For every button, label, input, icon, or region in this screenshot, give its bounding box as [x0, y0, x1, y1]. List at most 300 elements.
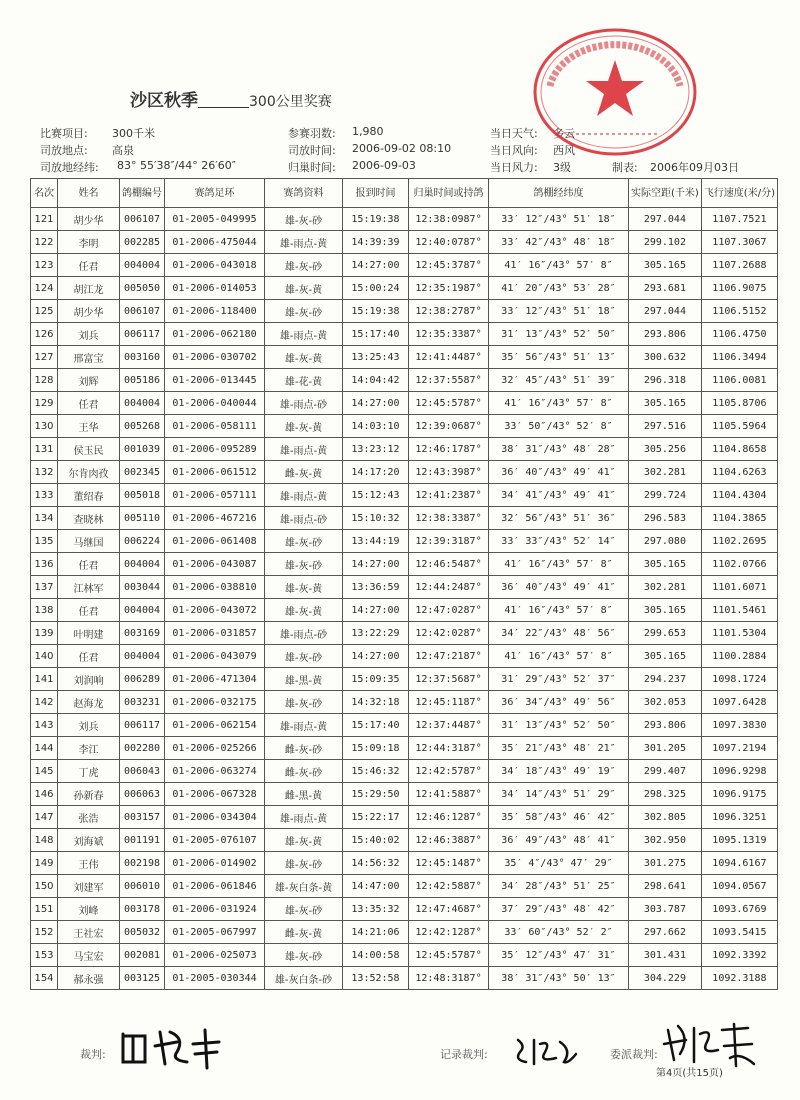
return-time-label: 归巢时间: — [288, 161, 336, 174]
star-seal-icon — [530, 26, 700, 158]
distance-cell: 300.632 — [629, 346, 702, 369]
return-time-cell: 12:41:4487° — [409, 346, 489, 369]
arrival-time-cell: 14:03:10 — [343, 415, 409, 438]
name-cell: 郝永强 — [58, 967, 120, 990]
name-cell: 任君 — [58, 392, 120, 415]
return-time-cell: 12:38:0987° — [409, 208, 489, 231]
pigeon-info-cell: 雄-灰-黄 — [265, 415, 343, 438]
name-cell: 任君 — [58, 645, 120, 668]
table-row — [31, 645, 778, 668]
pigeon-info-cell: 雄-灰-砂 — [265, 852, 343, 875]
speed-cell: 1102.0766 — [701, 553, 777, 576]
rank-cell: 143 — [31, 714, 58, 737]
table-row — [31, 461, 778, 484]
distance-cell: 299.724 — [629, 484, 702, 507]
name-cell: 侯玉民 — [58, 438, 120, 461]
distance-cell: 304.229 — [629, 967, 702, 990]
arrival-time-cell: 14:00:58 — [343, 944, 409, 967]
coordinates-cell: 34′ 28″/43° 51′ 25″ — [489, 875, 629, 898]
ring-number-cell: 01-2006-063274 — [165, 760, 265, 783]
pigeon-info-cell: 雄-灰-砂 — [265, 944, 343, 967]
column-header: 实际空距(千米) — [629, 179, 702, 208]
arrival-time-cell: 15:17:40 — [343, 714, 409, 737]
table-row — [31, 921, 778, 944]
table-body — [31, 208, 778, 990]
release-time-value: 2006-09-02 08:10 — [352, 142, 452, 155]
ring-number-cell: 01-2006-471304 — [165, 668, 265, 691]
arrival-time-cell: 14:21:06 — [343, 921, 409, 944]
speed-cell: 1094.6167 — [701, 852, 777, 875]
ring-number-cell: 01-2006-061408 — [165, 530, 265, 553]
speed-cell: 1101.6071 — [701, 576, 777, 599]
speed-cell: 1096.3251 — [701, 806, 777, 829]
return-time-cell: 12:37:5687° — [409, 668, 489, 691]
loft-id-cell: 003178 — [120, 898, 165, 921]
wind-dir-label: 当日风向: — [490, 144, 538, 157]
arrival-time-cell: 14:27:00 — [343, 553, 409, 576]
arrival-time-cell: 15:12:43 — [343, 484, 409, 507]
ring-number-cell: 01-2006-043072 — [165, 599, 265, 622]
wind-force-label: 当日风力: — [490, 161, 538, 174]
title-sub: 300公里奖赛 — [249, 94, 332, 110]
arrival-time-cell: 13:35:32 — [343, 898, 409, 921]
name-cell: 刘峰 — [58, 898, 120, 921]
coordinates-cell: 32′ 56″/43° 51′ 36″ — [489, 507, 629, 530]
rank-cell: 154 — [31, 967, 58, 990]
release-place-label: 司放地点: — [40, 144, 88, 157]
name-cell: 董绍春 — [58, 484, 120, 507]
distance-cell: 299.653 — [629, 622, 702, 645]
ring-number-cell: 01-2006-043079 — [165, 645, 265, 668]
distance-cell: 301.275 — [629, 852, 702, 875]
loft-id-cell: 003044 — [120, 576, 165, 599]
arrival-time-cell: 15:17:40 — [343, 323, 409, 346]
name-cell: 丁虎 — [58, 760, 120, 783]
speed-cell: 1094.0567 — [701, 875, 777, 898]
speed-cell: 1107.7521 — [701, 208, 777, 231]
distance-cell: 305.165 — [629, 254, 702, 277]
pigeon-info-cell: 雄-灰-黄 — [265, 277, 343, 300]
return-time-cell: 12:47:0287° — [409, 599, 489, 622]
rank-cell: 142 — [31, 691, 58, 714]
loft-id-cell: 004004 — [120, 599, 165, 622]
table-row — [31, 806, 778, 829]
loft-id-cell: 006224 — [120, 530, 165, 553]
name-cell: 尔肯肉孜 — [58, 461, 120, 484]
table-row — [31, 829, 778, 852]
return-time-cell: 12:35:3387° — [409, 323, 489, 346]
table-row — [31, 737, 778, 760]
table-row — [31, 530, 778, 553]
speed-cell: 1106.3494 — [701, 346, 777, 369]
arrival-time-cell: 14:27:00 — [343, 645, 409, 668]
rank-cell: 137 — [31, 576, 58, 599]
page-number: 第4页(共15页) — [656, 1068, 723, 1079]
speed-cell: 1102.2695 — [701, 530, 777, 553]
pigeon-info-cell: 雌-灰-砂 — [265, 760, 343, 783]
loft-id-cell: 006117 — [120, 323, 165, 346]
rank-cell: 126 — [31, 323, 58, 346]
name-cell: 李江 — [58, 737, 120, 760]
return-time-cell: 12:47:4687° — [409, 898, 489, 921]
speed-cell: 1104.6263 — [701, 461, 777, 484]
loft-id-cell: 003169 — [120, 622, 165, 645]
column-header: 报到时间 — [343, 179, 409, 208]
print-date-label: 制表: — [612, 161, 638, 174]
column-header: 名次 — [31, 179, 58, 208]
loft-id-cell: 004004 — [120, 553, 165, 576]
pigeon-info-cell: 雄-灰-黄 — [265, 599, 343, 622]
arrival-time-cell: 15:46:32 — [343, 760, 409, 783]
pigeon-info-cell: 雄-灰-砂 — [265, 208, 343, 231]
arrival-time-cell: 14:56:32 — [343, 852, 409, 875]
speed-cell: 1092.3392 — [701, 944, 777, 967]
arrival-time-cell: 14:04:42 — [343, 369, 409, 392]
speed-cell: 1096.9175 — [701, 783, 777, 806]
ring-number-cell: 01-2006-025073 — [165, 944, 265, 967]
return-time-cell: 12:44:3187° — [409, 737, 489, 760]
distance-cell: 294.237 — [629, 668, 702, 691]
ring-number-cell: 01-2006-031924 — [165, 898, 265, 921]
distance-cell: 299.407 — [629, 760, 702, 783]
speed-cell: 1106.9075 — [701, 277, 777, 300]
ring-number-cell: 01-2006-013445 — [165, 369, 265, 392]
table-row — [31, 714, 778, 737]
name-cell: 江林军 — [58, 576, 120, 599]
distance-cell: 305.165 — [629, 553, 702, 576]
pigeon-info-cell: 雄-雨点-黄 — [265, 484, 343, 507]
reviewer-signature — [512, 1034, 582, 1068]
return-time-cell: 12:45:3787° — [409, 254, 489, 277]
release-place-value: 高泉 — [112, 144, 134, 157]
coordinates-cell: 31′ 13″/43° 52′ 50″ — [489, 323, 629, 346]
name-cell: 李明 — [58, 231, 120, 254]
distance-cell: 297.080 — [629, 530, 702, 553]
ring-number-cell: 01-2006-475044 — [165, 231, 265, 254]
rank-cell: 151 — [31, 898, 58, 921]
speed-cell: 1096.9298 — [701, 760, 777, 783]
return-time-cell: 12:46:1287° — [409, 806, 489, 829]
ring-number-cell: 01-2006-043018 — [165, 254, 265, 277]
name-cell: 马宝宏 — [58, 944, 120, 967]
table-row — [31, 208, 778, 231]
coordinates-cell: 31′ 13″/43° 52′ 50″ — [489, 714, 629, 737]
loft-id-cell: 002198 — [120, 852, 165, 875]
arrival-time-cell: 15:29:50 — [343, 783, 409, 806]
coordinates-cell: 33′ 42″/43° 48′ 18″ — [489, 231, 629, 254]
loft-id-cell: 001191 — [120, 829, 165, 852]
rank-cell: 129 — [31, 392, 58, 415]
loft-id-cell: 006010 — [120, 875, 165, 898]
loft-id-cell: 006289 — [120, 668, 165, 691]
return-time-cell: 12:39:3187° — [409, 530, 489, 553]
table-row — [31, 254, 778, 277]
speed-cell: 1097.3830 — [701, 714, 777, 737]
column-header: 飞行速度(米/分) — [701, 179, 777, 208]
loft-id-cell: 005018 — [120, 484, 165, 507]
rank-cell: 146 — [31, 783, 58, 806]
distance-cell: 302.053 — [629, 691, 702, 714]
coordinates-cell: 34′ 22″/43° 48′ 56″ — [489, 622, 629, 645]
arrival-time-cell: 15:09:18 — [343, 737, 409, 760]
arrival-time-cell: 13:36:59 — [343, 576, 409, 599]
rank-cell: 141 — [31, 668, 58, 691]
name-cell: 刘润响 — [58, 668, 120, 691]
ring-number-cell: 01-2006-043087 — [165, 553, 265, 576]
coordinates-cell: 41′ 16″/43° 57′ 8″ — [489, 553, 629, 576]
coords-label: 司放地经纬: — [40, 161, 99, 174]
table-row — [31, 277, 778, 300]
pigeon-info-cell: 雄-花-黄 — [265, 369, 343, 392]
speed-cell: 1097.2194 — [701, 737, 777, 760]
return-time-cell: 12:45:1487° — [409, 852, 489, 875]
return-time-cell: 12:47:2187° — [409, 645, 489, 668]
coordinates-cell: 32′ 45″/43° 51′ 39″ — [489, 369, 629, 392]
table-row — [31, 576, 778, 599]
title-main: 沙区秋季 — [130, 91, 198, 111]
return-time-cell: 12:42:5787° — [409, 760, 489, 783]
print-date-value: 2006年09月03日 — [650, 161, 739, 174]
speed-cell: 1107.2688 — [701, 254, 777, 277]
return-time-cell: 12:35:1987° — [409, 277, 489, 300]
coordinates-cell: 35′ 21″/43° 48′ 21″ — [489, 737, 629, 760]
pigeon-info-cell: 雄-雨点-黄 — [265, 806, 343, 829]
name-cell: 马继国 — [58, 530, 120, 553]
distance-cell: 302.805 — [629, 806, 702, 829]
ring-number-cell: 01-2006-118400 — [165, 300, 265, 323]
rank-cell: 136 — [31, 553, 58, 576]
ring-number-cell: 01-2006-030702 — [165, 346, 265, 369]
arrival-time-cell: 14:27:00 — [343, 254, 409, 277]
table-row — [31, 967, 778, 990]
loft-id-cell: 002081 — [120, 944, 165, 967]
coordinates-cell: 34′ 41″/43° 49′ 41″ — [489, 484, 629, 507]
distance-cell: 298.325 — [629, 783, 702, 806]
ring-number-cell: 01-2006-014902 — [165, 852, 265, 875]
rank-cell: 132 — [31, 461, 58, 484]
ring-number-cell: 01-2005-076107 — [165, 829, 265, 852]
rank-cell: 134 — [31, 507, 58, 530]
distance-cell: 296.318 — [629, 369, 702, 392]
table-row — [31, 760, 778, 783]
pigeon-info-cell: 雄-灰白条-黄 — [265, 875, 343, 898]
return-time-cell: 12:46:5487° — [409, 553, 489, 576]
pigeon-info-cell: 雄-灰-砂 — [265, 898, 343, 921]
table-row — [31, 553, 778, 576]
weather-label: 当日天气: — [490, 127, 538, 140]
loft-id-cell: 004004 — [120, 254, 165, 277]
pigeon-info-cell: 雄-灰-砂 — [265, 691, 343, 714]
column-header: 鸽棚经纬度 — [489, 179, 629, 208]
speed-cell: 1104.3865 — [701, 507, 777, 530]
ring-number-cell: 01-2006-095289 — [165, 438, 265, 461]
ring-number-cell: 01-2006-034304 — [165, 806, 265, 829]
rank-cell: 133 — [31, 484, 58, 507]
return-time-cell: 12:42:0287° — [409, 622, 489, 645]
loft-id-cell: 006043 — [120, 760, 165, 783]
speed-cell: 1093.5415 — [701, 921, 777, 944]
name-cell: 孙新春 — [58, 783, 120, 806]
pigeon-info-cell: 雄-灰-砂 — [265, 254, 343, 277]
coordinates-cell: 35′ 56″/43° 51′ 13″ — [489, 346, 629, 369]
speed-cell: 1104.8658 — [701, 438, 777, 461]
return-time-value: 2006-09-03 — [352, 159, 416, 172]
column-header: 赛鸽资料 — [265, 179, 343, 208]
loft-id-cell: 006107 — [120, 208, 165, 231]
pigeon-info-cell: 雄-黑-黄 — [265, 668, 343, 691]
ring-number-cell: 01-2005-049995 — [165, 208, 265, 231]
return-time-cell: 12:41:5887° — [409, 783, 489, 806]
coordinates-cell: 33′ 33″/43° 52′ 14″ — [489, 530, 629, 553]
return-time-cell: 12:46:3887° — [409, 829, 489, 852]
ring-number-cell: 01-2006-038810 — [165, 576, 265, 599]
rank-cell: 123 — [31, 254, 58, 277]
table-row — [31, 622, 778, 645]
ring-number-cell: 01-2006-057111 — [165, 484, 265, 507]
speed-cell: 1105.8706 — [701, 392, 777, 415]
event-label: 比赛项目: — [40, 127, 88, 140]
loft-id-cell: 002285 — [120, 231, 165, 254]
pigeon-info-cell: 雄-灰-黄 — [265, 576, 343, 599]
coordinates-cell: 33′ 60″/43° 52′ 2″ — [489, 921, 629, 944]
name-cell: 胡少华 — [58, 208, 120, 231]
distance-cell: 297.044 — [629, 208, 702, 231]
distance-cell: 293.681 — [629, 277, 702, 300]
rank-cell: 122 — [31, 231, 58, 254]
loft-id-cell: 004004 — [120, 392, 165, 415]
table-row — [31, 323, 778, 346]
ring-number-cell: 01-2006-031857 — [165, 622, 265, 645]
name-cell: 赵海龙 — [58, 691, 120, 714]
rank-cell: 150 — [31, 875, 58, 898]
reviewer-label: 记录裁判: — [440, 1048, 488, 1061]
return-time-cell: 12:43:3987° — [409, 461, 489, 484]
distance-cell: 297.662 — [629, 921, 702, 944]
coordinates-cell: 36′ 40″/43° 49′ 41″ — [489, 576, 629, 599]
rank-cell: 147 — [31, 806, 58, 829]
rank-cell: 128 — [31, 369, 58, 392]
name-cell: 刘海斌 — [58, 829, 120, 852]
coords-value: 83° 55′38″/44° 26′60″ — [117, 159, 236, 172]
coordinates-cell: 35′ 58″/43° 46′ 42″ — [489, 806, 629, 829]
table-row — [31, 438, 778, 461]
pigeon-info-cell: 雄-灰-砂 — [265, 300, 343, 323]
distance-cell: 305.165 — [629, 599, 702, 622]
table-row — [31, 392, 778, 415]
ring-number-cell: 01-2006-040044 — [165, 392, 265, 415]
speed-cell: 1104.4304 — [701, 484, 777, 507]
table-row — [31, 875, 778, 898]
column-header: 归巢时间或持鸽 — [409, 179, 489, 208]
loft-id-cell: 003160 — [120, 346, 165, 369]
table-row — [31, 300, 778, 323]
table-row — [31, 668, 778, 691]
distance-cell: 302.281 — [629, 461, 702, 484]
arrival-time-cell: 14:27:00 — [343, 392, 409, 415]
pigeon-info-cell: 雄-灰-黄 — [265, 346, 343, 369]
name-cell: 胡江龙 — [58, 277, 120, 300]
arrival-time-cell: 13:52:58 — [343, 967, 409, 990]
chief-signature — [660, 1020, 760, 1070]
arrival-time-cell: 15:22:17 — [343, 806, 409, 829]
distance-cell: 302.950 — [629, 829, 702, 852]
ring-number-cell: 01-2006-061512 — [165, 461, 265, 484]
ring-number-cell: 01-2006-032175 — [165, 691, 265, 714]
release-time-label: 司放时间: — [288, 144, 336, 157]
coordinates-cell: 33′ 12″/43° 51′ 18″ — [489, 300, 629, 323]
return-time-cell: 12:42:1287° — [409, 921, 489, 944]
ring-number-cell: 01-2006-062180 — [165, 323, 265, 346]
participants-label: 参赛羽数: — [288, 127, 336, 140]
ring-number-cell: 01-2006-067328 — [165, 783, 265, 806]
wind-dir-value: 西风 — [553, 144, 575, 157]
name-cell: 任君 — [58, 254, 120, 277]
return-time-cell: 12:42:5887° — [409, 875, 489, 898]
arrival-time-cell: 14:32:18 — [343, 691, 409, 714]
rank-cell: 131 — [31, 438, 58, 461]
arrival-time-cell: 13:22:29 — [343, 622, 409, 645]
coordinates-cell: 38′ 31″/43° 48′ 28″ — [489, 438, 629, 461]
arrival-time-cell: 15:00:24 — [343, 277, 409, 300]
name-cell: 张浩 — [58, 806, 120, 829]
coordinates-cell: 35′ 4″/43° 47′ 29″ — [489, 852, 629, 875]
return-time-cell: 12:45:5787° — [409, 392, 489, 415]
pigeon-info-cell: 雄-灰-砂 — [265, 645, 343, 668]
loft-id-cell: 005032 — [120, 921, 165, 944]
return-time-cell: 12:45:1187° — [409, 691, 489, 714]
pigeon-info-cell: 雌-灰-黄 — [265, 461, 343, 484]
arrival-time-cell: 14:17:20 — [343, 461, 409, 484]
table-row — [31, 346, 778, 369]
return-time-cell: 12:38:3387° — [409, 507, 489, 530]
return-time-cell: 12:37:5587° — [409, 369, 489, 392]
speed-cell: 1098.1724 — [701, 668, 777, 691]
return-time-cell: 12:38:2787° — [409, 300, 489, 323]
ring-number-cell: 01-2006-014053 — [165, 277, 265, 300]
coordinates-cell: 33′ 12″/43° 51′ 18″ — [489, 208, 629, 231]
coordinates-cell: 34′ 14″/43° 51′ 29″ — [489, 783, 629, 806]
coordinates-cell: 41′ 16″/43° 57′ 8″ — [489, 645, 629, 668]
loft-id-cell: 006117 — [120, 714, 165, 737]
return-time-cell: 12:37:4487° — [409, 714, 489, 737]
return-time-cell: 12:39:0687° — [409, 415, 489, 438]
name-cell: 邢富宝 — [58, 346, 120, 369]
ring-number-cell: 01-2006-062154 — [165, 714, 265, 737]
distance-cell: 293.806 — [629, 714, 702, 737]
column-header: 鸽棚编号 — [120, 179, 165, 208]
pigeon-info-cell: 雄-雨点-黄 — [265, 438, 343, 461]
arrival-time-cell: 14:27:00 — [343, 599, 409, 622]
participants-value: 1,980 — [352, 125, 384, 138]
loft-id-cell: 003231 — [120, 691, 165, 714]
name-cell: 刘建军 — [58, 875, 120, 898]
table-row — [31, 231, 778, 254]
return-time-cell: 12:40:0787° — [409, 231, 489, 254]
name-cell: 胡少华 — [58, 300, 120, 323]
distance-cell: 301.205 — [629, 737, 702, 760]
rank-cell: 127 — [31, 346, 58, 369]
name-cell: 王伟 — [58, 852, 120, 875]
distance-cell: 293.806 — [629, 323, 702, 346]
table-row — [31, 691, 778, 714]
pigeon-info-cell: 雄-雨点-砂 — [265, 622, 343, 645]
coordinates-cell: 37′ 29″/43° 48′ 42″ — [489, 898, 629, 921]
loft-id-cell: 005268 — [120, 415, 165, 438]
pigeon-info-cell: 雄-雨点-砂 — [265, 507, 343, 530]
distance-cell: 302.281 — [629, 576, 702, 599]
name-cell: 任君 — [58, 553, 120, 576]
loft-id-cell: 002280 — [120, 737, 165, 760]
